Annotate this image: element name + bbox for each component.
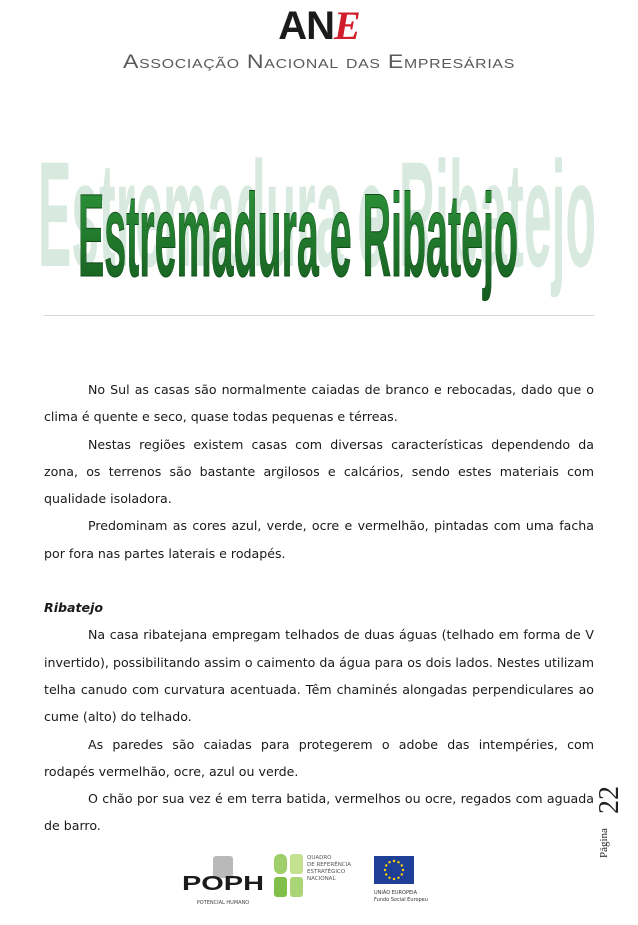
organization-text: Associação Nacional das Empresárias: [123, 52, 515, 73]
eu-star-icon: [385, 873, 387, 875]
paragraph-2: Nestas regiões existem casas com diversas características dependendo da zona, os terrenos são bastante argilosos e calcários, sendo estes materiais com qualidade isoladora.: [44, 436, 594, 507]
qren-logo: [272, 850, 352, 904]
eu-star-icon: [397, 877, 399, 879]
organization-name: [0, 50, 638, 80]
eu-star-icon: [401, 873, 403, 875]
eu-logo: [372, 854, 434, 906]
paragraph-5: As paredes são caiadas para protegerem o adobe das intempéries, com rodapés vermelhão, ocre, azul ou verde.: [44, 736, 594, 779]
logo-accent: E: [334, 3, 360, 48]
paragraph-4: Na casa ribatejana empregam telhados de duas águas (telhado em forma de V invertido), possibilitando assim o caimento da água para os dois lados. Nestes utilizam telha canudo com curvatura acentuada. Têm chaminés alongadas perpendiculares ao cume (alto) do telhado.: [44, 627, 594, 725]
eu-caption-2: Fundo Social Europeu: [374, 897, 428, 903]
eu-star-icon: [385, 864, 387, 866]
eu-star-icon: [402, 869, 404, 871]
eu-star-icon: [401, 864, 403, 866]
title-divider: [44, 315, 594, 316]
eu-star-icon: [388, 861, 390, 863]
paragraph-3: Predominam as cores azul, verde, ocre e vermelhão, pintadas com uma facha por fora nas partes laterais e rodapés.: [44, 518, 594, 561]
page-label: Página: [598, 828, 610, 858]
eu-star-icon: [397, 861, 399, 863]
eu-star-icon: [384, 869, 386, 871]
title-text: Estremadura e Ribatejo: [78, 170, 518, 302]
eu-star-icon: [388, 877, 390, 879]
qren-shape-n: [290, 877, 303, 897]
paragraph-gap: [44, 567, 594, 594]
logo-letters: AN: [278, 4, 335, 48]
qren-shape-e: [274, 877, 287, 897]
qren-line-4: NACIONAL: [307, 876, 336, 882]
qren-line-1: QUADRO: [307, 855, 332, 861]
page-title: [0, 158, 638, 308]
footer-logos: [0, 850, 638, 910]
qren-line-2: DE REFERÊNCIA: [307, 862, 352, 868]
page-number: [594, 768, 628, 858]
eu-star-icon: [393, 878, 395, 880]
organization-name-svg: [0, 50, 638, 74]
poph-logo: [180, 854, 266, 908]
page-number-value: 22: [594, 786, 625, 814]
section-heading-ribatejo: Ribatejo: [44, 600, 104, 616]
title-shadow-text: Estremadura e Ribatejo: [38, 130, 596, 298]
eu-caption-1: UNIÃO EUROPEIA: [374, 890, 418, 896]
paragraph-1: No Sul as casas são normalmente caiadas de branco e rebocadas, dado que o clima é quente e seco, quase todas pequenas e térreas.: [44, 382, 594, 425]
eu-star-icon: [393, 860, 395, 862]
document-body: [44, 376, 594, 840]
paragraph-6: O chão por sua vez é em terra batida, vermelhos ou ocre, regados com aguada de barro.: [44, 791, 594, 834]
qren-shape-r: [290, 854, 303, 874]
qren-line-3: ESTRATÉGICO: [307, 869, 346, 875]
poph-logo-text: POPH: [182, 873, 264, 895]
poph-caption: POTENCIAL HUMANO: [196, 900, 250, 906]
ane-logo: [0, 3, 638, 48]
qren-shape-q: [274, 854, 287, 874]
